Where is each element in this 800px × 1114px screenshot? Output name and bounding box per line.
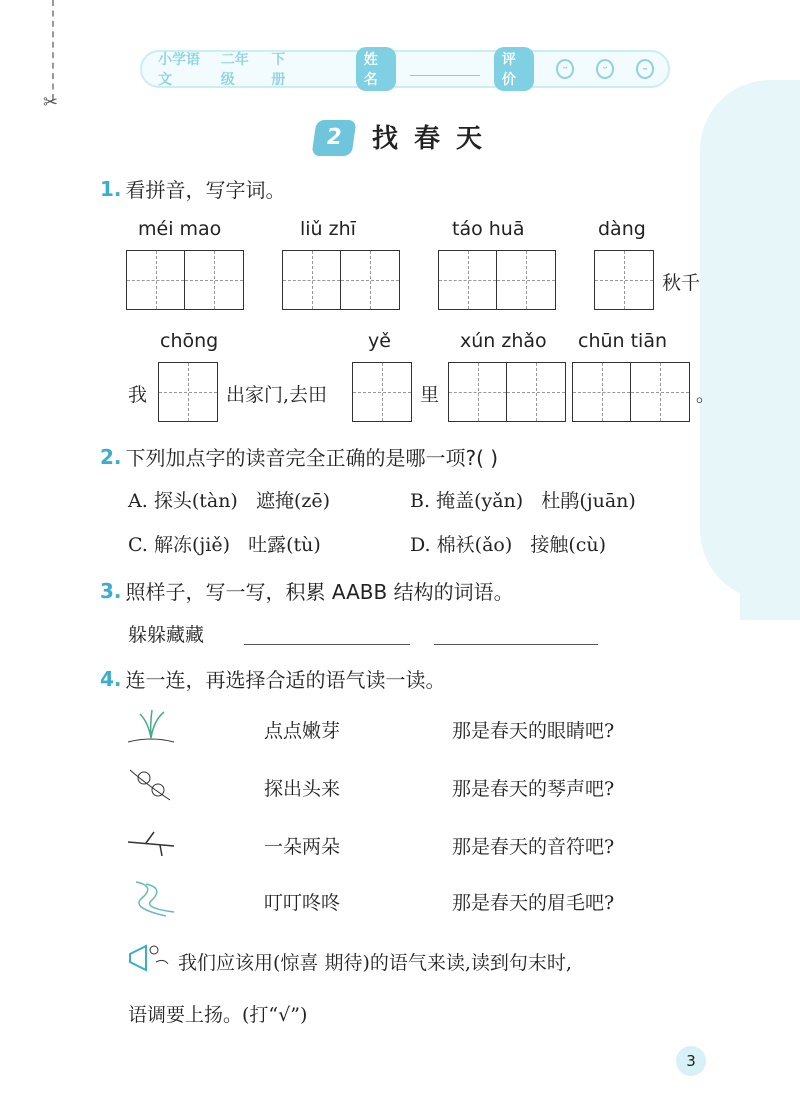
pinyin: liǔ zhī [300,218,356,240]
right-phrase[interactable]: 那是春天的琴声吧? [452,778,615,800]
option-word: 探头(tàn) [153,490,238,512]
writing-grid[interactable] [282,250,400,310]
writing-grid[interactable] [594,250,654,310]
question-prompt: 下列加点字的读音完全正确的是哪一项?( ) [125,446,499,470]
option-letter: D. [410,534,431,556]
sprout-icon [126,706,176,746]
option-b[interactable] [410,486,636,513]
volume-label: 下册 [271,52,286,88]
page-number: 3 [676,1046,706,1076]
cut-line [52,0,54,100]
scissors-icon: ✂ [43,92,59,113]
pinyin: yě [368,330,391,352]
question-2 [100,442,498,471]
option-letter: A. [128,490,148,512]
answer-line[interactable] [244,644,410,645]
writing-grid[interactable] [438,250,556,310]
option-d[interactable] [410,530,606,557]
background-panel [700,80,800,600]
grade-label: 二年级 [220,52,249,88]
option-word: 遮掩(zē) [255,490,331,512]
question-number: 3. [100,578,122,603]
sentence-text: 出家门,去田 [226,384,328,406]
writing-grid[interactable] [126,250,244,310]
writing-grid[interactable] [352,362,412,422]
option-word: 杜鹃(juān) [541,490,636,512]
pinyin: dàng [598,218,646,240]
option-word: 吐露(tù) [248,534,321,556]
question-1 [100,174,286,203]
question-prompt: 照样子，写一写，积累 AABB 结构的词语。 [125,580,514,604]
question-4 [100,664,446,693]
question-number: 1. [100,176,122,201]
left-phrase[interactable]: 一朵两朵 [264,836,341,858]
grin-face-icon[interactable]: ᵕ [556,59,574,79]
option-letter: B. [410,490,431,512]
left-phrase[interactable]: 探出头来 [264,778,341,800]
pinyin: méi mao [138,218,222,240]
right-phrase[interactable]: 那是春天的眉毛吧? [452,892,615,914]
option-word: 接触(cù) [530,534,607,556]
stream-icon [126,878,176,918]
example-word: 躲躲藏藏 [128,624,205,646]
option-letter: C. [128,534,148,556]
name-label: 姓名 [356,47,396,91]
subject-label: 小学语文 [158,52,200,88]
smile-face-icon[interactable]: ᵕ [596,59,614,79]
word-text: 秋千 [662,272,701,294]
name-field[interactable] [410,62,480,76]
eval-label: 评价 [494,47,534,91]
pinyin: táo huā [452,218,525,240]
writing-grid[interactable] [448,362,566,422]
writing-grid[interactable] [572,362,690,422]
pinyin: chōng [160,330,219,352]
option-word: 解冻(jiě) [153,534,230,556]
lesson-title: 找春天 [372,124,499,154]
question-prompt: 看拼音，写字词。 [125,178,286,202]
question-number: 4. [100,666,122,691]
note-text: 语调要上扬。(打“√”) [128,1004,308,1026]
pinyin: xún zhǎo [460,330,547,352]
answer-line[interactable] [434,644,598,645]
right-phrase[interactable]: 那是春天的音符吧? [452,836,615,858]
flower-icon [126,764,176,804]
megaphone-icon [124,938,172,978]
neutral-face-icon[interactable]: – [636,59,654,79]
lesson-number: 2 [311,120,356,156]
header-bar [140,50,670,88]
option-c[interactable] [128,530,321,557]
question-number: 2. [100,444,122,469]
option-a[interactable] [128,486,330,513]
writing-grid[interactable] [158,362,218,422]
option-word: 棉袄(ǎo) [436,534,513,556]
left-phrase[interactable]: 叮叮咚咚 [264,892,341,914]
question-prompt: 连一连，再选择合适的语气读一读。 [125,668,446,692]
sentence-text: 。 [696,384,716,406]
branch-icon [126,824,176,864]
background-panel [740,560,800,620]
pinyin: chūn tiān [578,330,668,352]
sentence-text: 里 [420,384,440,406]
option-word: 掩盖(yǎn) [436,490,524,512]
question-3 [100,576,514,605]
right-phrase[interactable]: 那是春天的眼睛吧? [452,720,615,742]
note-text: 我们应该用(惊喜 期待)的语气来读,读到句末时, [178,952,572,974]
sentence-text: 我 [128,384,148,406]
left-phrase[interactable]: 点点嫩芽 [264,720,341,742]
